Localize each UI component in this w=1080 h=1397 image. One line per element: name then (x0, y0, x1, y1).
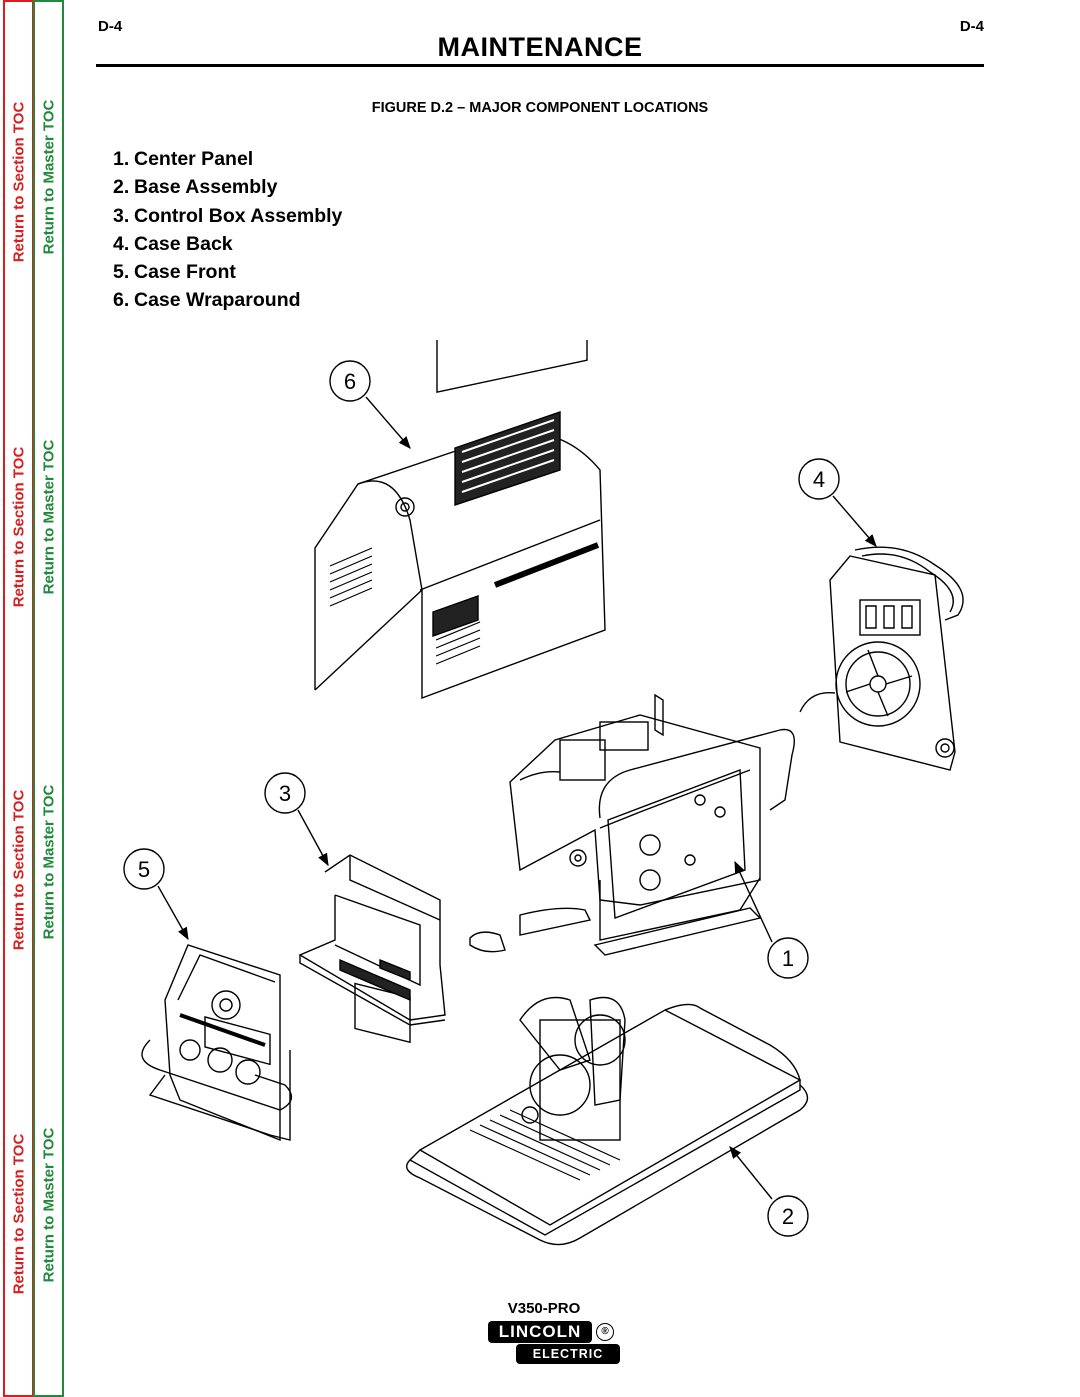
legend-label: Case Wraparound (134, 289, 301, 312)
legend-item: 6. Case Wraparound (113, 289, 301, 312)
case-back-drawing (800, 547, 963, 770)
logo-top-text: LINCOLN (488, 1321, 592, 1343)
model-name: V350-PRO (507, 1300, 581, 1317)
master-toc-bar (33, 0, 64, 1397)
callout-5 (124, 849, 188, 939)
return-to-section-toc-link[interactable]: Return to Section TOC (10, 789, 27, 951)
callout-label-3: 3 (278, 781, 292, 806)
logo-bottom-text: ELECTRIC (516, 1344, 620, 1364)
return-to-master-toc-link[interactable]: Return to Master TOC (40, 99, 57, 255)
return-to-master-toc-link[interactable]: Return to Master TOC (40, 784, 57, 940)
page-code-right: D-4 (959, 18, 984, 35)
header-divider (96, 64, 984, 67)
legend-label: Base Assembly (134, 176, 278, 199)
return-to-section-toc-link[interactable]: Return to Section TOC (10, 1133, 27, 1295)
legend-label: Center Panel (134, 148, 254, 170)
legend-item: 2. Base Assembly (113, 176, 278, 199)
registered-mark: ® (596, 1323, 614, 1341)
lincoln-electric-logo (488, 1321, 624, 1367)
page-code-left: D-4 (98, 18, 123, 35)
return-to-master-toc-link[interactable]: Return to Master TOC (40, 1127, 57, 1283)
legend-item: 5. Case Front (113, 261, 236, 284)
base-assembly-drawing (407, 998, 808, 1245)
legend-label: Case Front (134, 261, 236, 284)
return-to-section-toc-link[interactable]: Return to Section TOC (10, 101, 27, 263)
component-legend (113, 145, 342, 315)
callout-label-5: 5 (137, 857, 151, 882)
legend-label: Case Back (134, 232, 233, 255)
callout-2 (730, 1147, 808, 1236)
page-title: MAINTENANCE (437, 32, 643, 62)
legend-item: 4. Case Back (113, 232, 233, 255)
callout-1 (735, 862, 808, 978)
callout-6 (330, 361, 410, 448)
return-to-section-toc-link[interactable]: Return to Section TOC (10, 446, 27, 608)
center-panel-drawing (470, 695, 794, 955)
section-toc-bar (3, 0, 34, 1397)
callout-label-2: 2 (781, 1204, 795, 1229)
legend-label: Control Box Assembly (134, 204, 343, 227)
case-front-drawing (142, 945, 291, 1140)
callout-3 (265, 773, 328, 865)
control-box-drawing (300, 855, 445, 1042)
case-wraparound-drawing (315, 340, 605, 698)
callout-label-6: 6 (343, 369, 357, 394)
legend-item: 1. Center Panel (113, 148, 254, 170)
legend-item: 3. Control Box Assembly (113, 204, 343, 227)
exploded-view-diagram (100, 340, 980, 1270)
return-to-master-toc-link[interactable]: Return to Master TOC (40, 439, 57, 595)
callout-4 (799, 459, 876, 546)
callout-label-1: 1 (781, 946, 795, 971)
figure-caption: FIGURE D.2 – MAJOR COMPONENT LOCATIONS (371, 100, 709, 116)
callout-label-4: 4 (812, 467, 826, 492)
